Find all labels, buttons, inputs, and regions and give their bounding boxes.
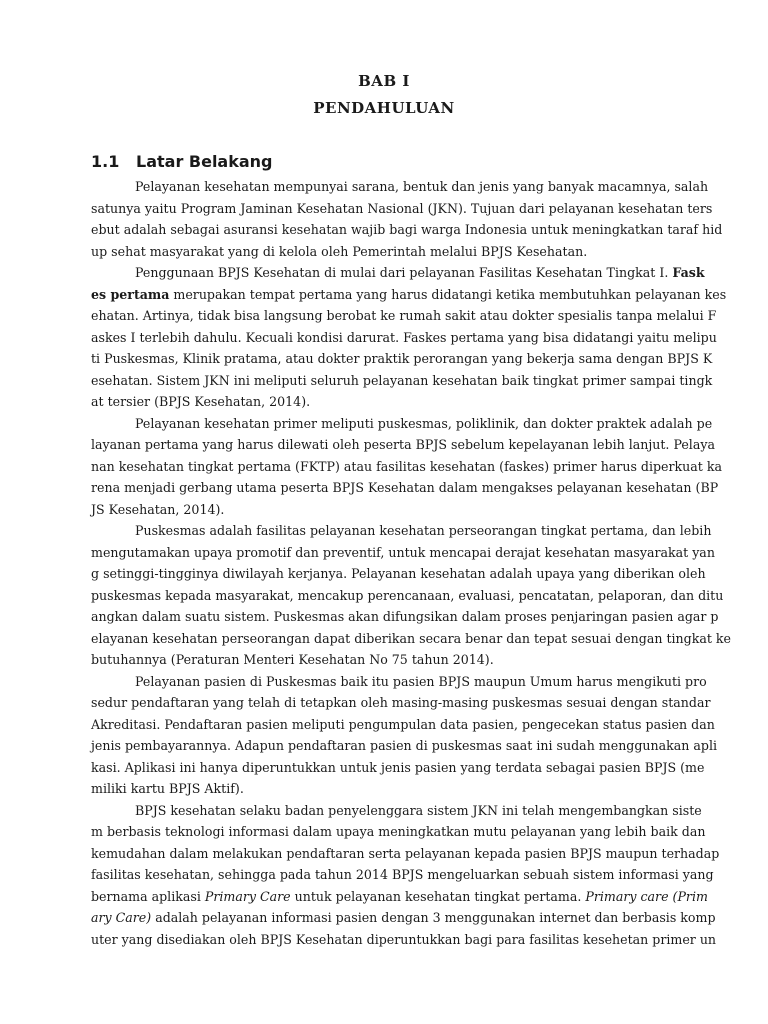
text-segment: BPJS kesehatan selaku badan penyelenggara sistem JKN ini telah mengembangkan siste xyxy=(135,802,702,818)
text-line xyxy=(91,327,717,349)
text-segment: sedur pendaftaran yang telah di tetapkan oleh masing-masing puskesmas sesuai dengan standar xyxy=(91,695,711,710)
text-line xyxy=(91,477,719,499)
text-segment: kemudahan dalam melakukan pendaftaran serta pelayanan kepada pasien BPJS maupun terhadap xyxy=(91,845,720,861)
text-segment: uter yang disediakan oleh BPJS Kesehatan diperuntukkan bagi para fasilitas kesehetan primer un xyxy=(91,931,717,947)
text-segment: Akreditasi. Pendaftaran pasien meliputi pengumpulan data pasien, pengecekan status pasien dan xyxy=(91,716,715,732)
text-segment: rena menjadi gerbang utama peserta BPJS Kesehatan dalam mengakses pelayanan kesehatan (BP xyxy=(91,480,719,495)
body-text xyxy=(91,176,731,950)
chapter-title: PENDAHULUAN xyxy=(313,99,455,117)
text-line xyxy=(91,262,705,284)
text-segment: m berbasis teknologi informasi dalam upaya meningkatkan mutu pelayanan yang lebih baik dan xyxy=(91,824,706,839)
text-segment: miliki kartu BPJS Aktif). xyxy=(91,781,244,796)
text-segment: kasi. Aplikasi ini hanya diperuntukkan untuk jenis pasien yang terdata sebagai pasien BPJS (me xyxy=(91,759,705,775)
text-segment: Penggunaan BPJS Kesehatan di mulai dari pelayanan Fasilitas Kesehatan Tingkat I. xyxy=(135,265,673,280)
text-line xyxy=(91,585,724,607)
text-line xyxy=(91,456,722,478)
text-line xyxy=(91,542,715,564)
text-segment: merupakan tempat pertama yang harus didatangi ketika membutuhkan pelayanan kes xyxy=(169,286,727,302)
text-segment: untuk pelayanan kesehatan tingkat pertama. xyxy=(290,888,586,904)
text-line xyxy=(91,241,675,263)
text-segment: puskesmas kepada masyarakat, mencakup perencanaan, evaluasi, pencatatan, pelaporan, dan ditu xyxy=(91,587,724,603)
text-line xyxy=(91,692,711,714)
text-segment: Pelayanan kesehatan mempunyai sarana, bentuk dan jenis yang banyak macamnya, salah xyxy=(135,179,709,194)
italic-text: ary Care) xyxy=(91,910,152,925)
text-line xyxy=(91,757,705,779)
text-line xyxy=(91,176,709,198)
text-segment: adalah pelayanan informasi pasien dengan 3 menggunakan internet dan berbasis komp xyxy=(151,910,716,925)
text-line xyxy=(91,714,715,736)
text-segment: Pelayanan kesehatan primer meliputi puskesmas, poliklinik, dan dokter praktek adalah pe xyxy=(135,415,713,431)
chapter-number: BAB I xyxy=(358,72,410,90)
text-line xyxy=(91,778,675,800)
italic-text: Primary care (Prim xyxy=(585,888,708,904)
text-line xyxy=(91,628,731,650)
text-segment: up sehat masyarakat yang di kelola oleh Pemerintah melalui BPJS Kesehatan. xyxy=(91,243,588,259)
text-line xyxy=(91,348,713,370)
text-line xyxy=(91,413,713,435)
text-line xyxy=(91,649,675,671)
text-segment: ebut adalah sebagai asuransi kesehatan wajib bagi warga Indonesia untuk meningkatkan taraf hid xyxy=(91,222,723,237)
text-segment: jenis pembayarannya. Adapun pendaftaran pasien di puskesmas saat ini sudah menggunakan apli xyxy=(91,738,718,753)
text-line xyxy=(91,843,720,865)
text-line xyxy=(91,929,717,951)
text-segment: nan kesehatan tingkat pertama (FKTP) atau fasilitas kesehatan (faskes) primer harus diperkuat ka xyxy=(91,458,722,474)
text-segment: Puskesmas adalah fasilitas pelayanan kesehatan perseorangan tingkat pertama, dan lebih xyxy=(135,523,712,538)
text-segment: g setinggi-tingginya diwilayah kerjanya. Pelayanan kesehatan adalah upaya yang diberikan oleh xyxy=(91,566,706,581)
text-segment: JS Kesehatan, 2014). xyxy=(91,501,225,517)
text-line xyxy=(91,391,675,413)
section-number: 1.1 xyxy=(91,152,120,171)
text-line xyxy=(91,800,702,822)
text-line xyxy=(91,735,718,757)
text-segment: at tersier (BPJS Kesehatan, 2014). xyxy=(91,394,311,409)
text-line xyxy=(91,284,727,306)
text-line xyxy=(91,864,714,886)
text-segment: elayanan kesehatan perseorangan dapat diberikan secara benar dan tepat sesuai dengan tingkat ke xyxy=(91,630,731,646)
text-line xyxy=(91,671,707,693)
text-segment: butuhannya (Peraturan Menteri Kesehatan No 75 tahun 2014). xyxy=(91,652,494,667)
section-title: Latar Belakang xyxy=(136,152,273,171)
bold-text: es pertama xyxy=(91,286,170,302)
section-heading xyxy=(91,152,273,171)
text-line xyxy=(91,305,717,327)
bold-text: Fask xyxy=(672,265,705,280)
italic-text: Primary Care xyxy=(204,888,291,904)
text-segment: esehatan. Sistem JKN ini meliputi seluruh pelayanan kesehatan baik tingkat primer sampai tingk xyxy=(91,372,713,388)
text-line xyxy=(91,520,712,542)
text-line xyxy=(91,563,706,585)
text-line xyxy=(91,198,713,220)
text-segment: ti Puskesmas, Klinik pratama, atau dokter praktik perorangan yang bekerja sama dengan BPJS K xyxy=(91,351,713,366)
text-segment: layanan pertama yang harus dilewati oleh peserta BPJS sebelum kepelayanan lebih lanjut. Pelaya xyxy=(91,437,715,452)
text-line xyxy=(91,821,706,843)
text-segment: ehatan. Artinya, tidak bisa langsung berobat ke rumah sakit atau dokter spesialis tanpa melalui F xyxy=(91,308,717,323)
text-segment: Pelayanan pasien di Puskesmas baik itu pasien BPJS maupun Umum harus mengikuti pro xyxy=(135,673,707,689)
text-segment: angkan dalam suatu sistem. Puskesmas akan difungsikan dalam proses penjaringan pasien agar p xyxy=(91,609,719,624)
text-segment: bernama aplikasi xyxy=(91,888,205,904)
text-line xyxy=(91,907,716,929)
text-segment: askes I terlebih dahulu. Kecuali kondisi darurat. Faskes pertama yang bisa didatangi yaitu melipu xyxy=(91,329,717,345)
text-line xyxy=(91,499,675,521)
text-line xyxy=(91,434,715,456)
text-line xyxy=(91,886,708,908)
text-segment: mengutamakan upaya promotif dan preventif, untuk mencapai derajat kesehatan masyarakat yan xyxy=(91,544,715,560)
text-line xyxy=(91,370,713,392)
text-line xyxy=(91,219,723,241)
text-line xyxy=(91,606,719,628)
text-segment: satunya yaitu Program Jaminan Kesehatan Nasional (JKN). Tujuan dari pelayanan kesehatan ters xyxy=(91,200,713,216)
text-segment: fasilitas kesehatan, sehingga pada tahun 2014 BPJS mengeluarkan sebuah sistem informasi yang xyxy=(91,867,714,882)
